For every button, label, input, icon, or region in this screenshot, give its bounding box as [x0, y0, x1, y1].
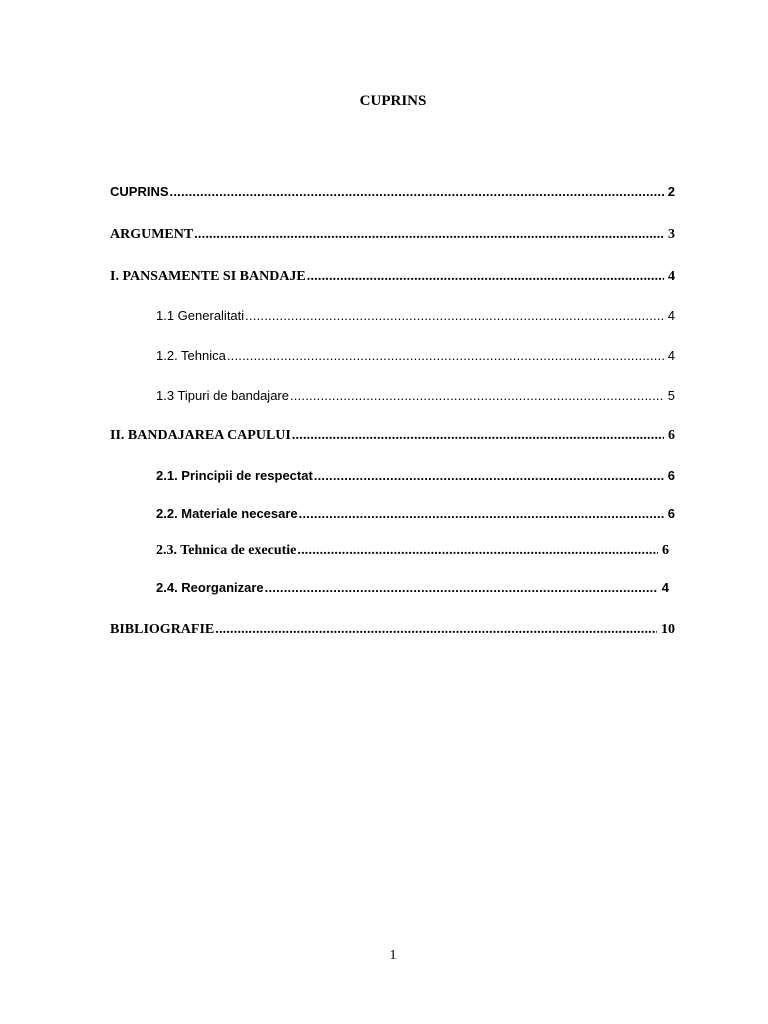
dot-leader [170, 183, 664, 201]
toc-entry-page: 5 [667, 388, 675, 403]
toc-subentry[interactable] [156, 387, 675, 405]
dot-leader [297, 542, 658, 560]
dot-leader [265, 579, 658, 597]
toc-entry-page: 2 [667, 184, 675, 199]
dot-leader [227, 347, 664, 365]
toc-entry-page: 3 [668, 227, 675, 242]
toc-entry-label: 2.2. Materiale necesare [156, 506, 298, 521]
toc-entry[interactable] [110, 621, 675, 639]
toc-entry-page: 6 [667, 468, 675, 483]
page-number: 1 [389, 948, 397, 963]
dot-leader [245, 307, 664, 325]
toc-entry[interactable] [110, 183, 675, 201]
toc-subentry[interactable] [156, 505, 675, 523]
dot-leader [292, 427, 664, 445]
toc-entry-label: I. PANSAMENTE SI BANDAJE [110, 269, 306, 284]
toc-entry-page: 6 [667, 506, 675, 521]
dot-leader [290, 387, 664, 405]
dot-leader [314, 467, 664, 485]
toc-entry-label: 2.1. Principii de respectat [156, 468, 313, 483]
dot-leader [215, 621, 657, 639]
toc-entry[interactable] [110, 427, 675, 445]
toc-entry-label: CUPRINS [110, 184, 169, 199]
dot-leader [299, 505, 664, 523]
toc-entry-label: BIBLIOGRAFIE [110, 622, 215, 637]
toc-subentry[interactable] [156, 579, 669, 597]
toc-entry-label: 1.3 Tipuri de bandajare [156, 388, 289, 403]
dot-leader [307, 268, 664, 286]
toc-entry-page: 10 [661, 622, 675, 637]
toc-entry[interactable] [110, 268, 675, 286]
toc-entry-page: 4 [661, 580, 669, 595]
toc-subentry[interactable] [156, 347, 675, 365]
page-title: CUPRINS [359, 93, 427, 109]
toc-entry-page: 4 [667, 308, 675, 323]
toc-subentry[interactable] [156, 542, 669, 560]
toc-entry-label: ARGUMENT [110, 227, 194, 242]
toc-entry-label: 1.1 Generalitati [156, 308, 245, 323]
toc-entry-label: 2.3. Tehnica de executie [156, 543, 297, 558]
toc-entry-page: 4 [667, 348, 675, 363]
toc-entry-label: 1.2. Tehnica [156, 348, 226, 363]
toc-subentry[interactable] [156, 467, 675, 485]
toc-entry-label: 2.4. Reorganizare [156, 580, 264, 595]
toc-subentry[interactable] [156, 307, 675, 325]
toc-entry[interactable] [110, 226, 675, 244]
toc-entry-page: 4 [668, 269, 675, 284]
toc-entry-page: 6 [662, 543, 669, 558]
dot-leader [194, 226, 664, 244]
toc-entry-label: II. BANDAJAREA CAPULUI [110, 428, 291, 443]
toc-entry-page: 6 [668, 428, 675, 443]
